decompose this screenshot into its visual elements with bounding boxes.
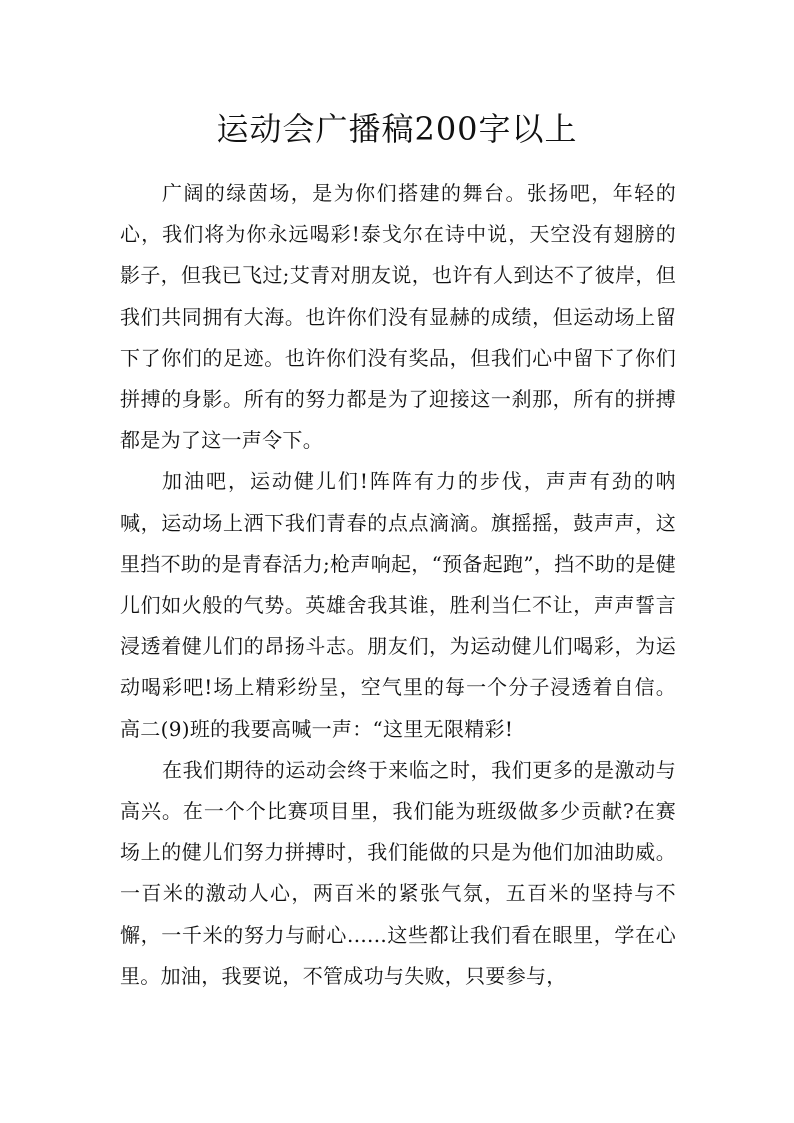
document-body <box>120 173 676 997</box>
paragraph-3: 在我们期待的运动会终于来临之时，我们更多的是激动与高兴。在一个个比赛项目里，我们能为班级做多少贡献?在赛场上的健儿们努力拼搏时，我们能做的只是为他们加油助威。一百米的激动人心，两百米的紧张气氛，五百米的坚持与不懈，一千米的努力与耐心......这些都让我们看在眼里，学在心里。加油，我要说，不管成功与失败，只要参与， <box>120 757 676 988</box>
paragraph-1: 广阔的绿茵场，是为你们搭建的舞台。张扬吧，年轻的心，我们将为你永远喝彩!泰戈尔在诗中说，天空没有翅膀的影子，但我已飞过;艾青对朋友说，也许有人到达不了彼岸，但我们共同拥有大海。也许你们没有显赫的成绩，但运动场上留下了你们的足迹。也许你们没有奖品，但我们心中留下了你们拼搏的身影。所有的努力都是为了迎接这一刹那，所有的拼搏都是为了这一声令下。 <box>120 181 676 453</box>
paragraph-2: 加油吧，运动健儿们!阵阵有力的步伐，声声有劲的呐喊，运动场上洒下我们青春的点点滴滴。旗摇摇，鼓声声，这里挡不助的是青春活力;枪声响起，“预备起跑”，挡不助的是健儿们如火般的气势。英雄舍我其谁，胜利当仁不让，声声誓言浸透着健儿们的昂扬斗志。朋友们，为运动健儿们喝彩，为运动喝彩吧!场上精彩纷呈，空气里的每一个分子浸透着自信。高二(9)班的我要高喊一声：“这里无限精彩! <box>120 469 676 741</box>
document-title: 运动会广播稿200字以上 <box>216 110 578 148</box>
